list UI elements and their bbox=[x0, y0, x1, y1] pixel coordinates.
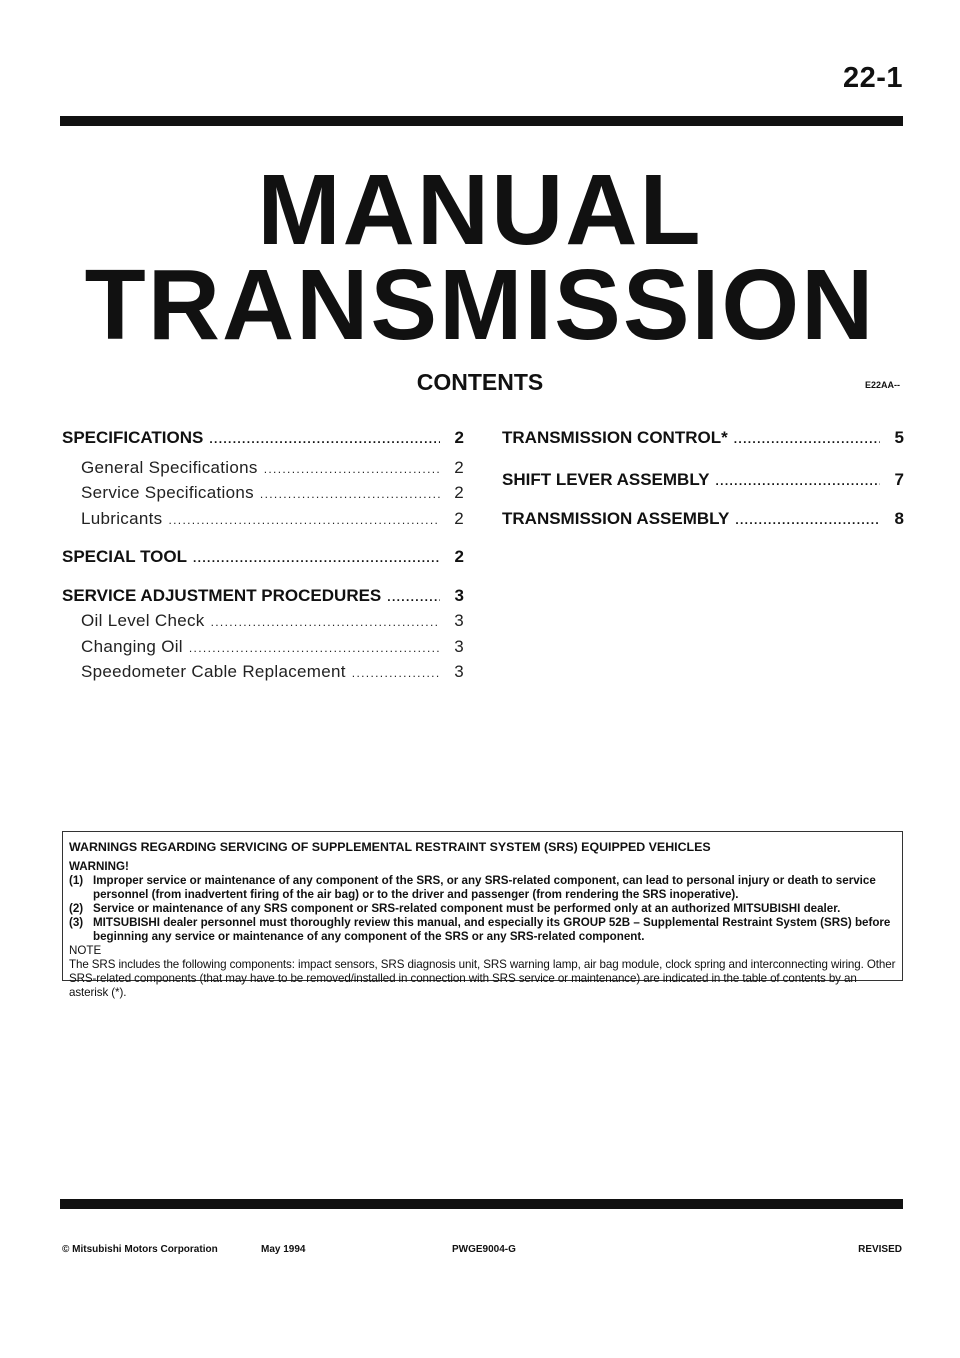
warning-item-number: (1) bbox=[69, 874, 84, 887]
toc-entry-service-adjustment[interactable] bbox=[62, 586, 464, 606]
warning-heading: WARNINGS REGARDING SERVICING OF SUPPLEMENTAL RESTRAINT SYSTEM (SRS) EQUIPPED VEHICLES bbox=[69, 840, 711, 854]
warning-item-1 bbox=[69, 874, 896, 902]
footer-doc-code: PWGE9004-G bbox=[452, 1244, 516, 1255]
footer-copyright: © Mitsubishi Motors Corporation bbox=[62, 1244, 218, 1255]
toc-page: 7 bbox=[894, 470, 904, 489]
toc-entry-changing-oil[interactable] bbox=[62, 637, 464, 657]
toc-page: 2 bbox=[454, 458, 464, 477]
title-line-1: MANUAL bbox=[257, 154, 703, 266]
toc-page: 5 bbox=[894, 428, 904, 447]
toc-page: 2 bbox=[454, 428, 464, 447]
toc-entry-oil-level-check[interactable] bbox=[62, 611, 464, 631]
warning-item-text: MITSUBISHI dealer personnel must thoroughly review this manual, and especially its GROUP 52B – Supplemental Restraint System (SRS) before beginning any service or maintenance of any component of the SRS or any SRS-related component. bbox=[93, 916, 891, 943]
toc-entry-specifications[interactable] bbox=[62, 428, 464, 448]
warning-item-3 bbox=[69, 916, 896, 944]
toc-page: 2 bbox=[454, 547, 464, 566]
toc-entry-speedometer-cable[interactable] bbox=[62, 662, 464, 682]
doc-code: E22AA-- bbox=[864, 380, 900, 390]
toc-label: TRANSMISSION ASSEMBLY bbox=[502, 509, 730, 528]
title-line-2: TRANSMISSION bbox=[84, 249, 876, 361]
top-rule bbox=[60, 116, 903, 126]
toc-label: SPECIFICATIONS bbox=[62, 428, 204, 447]
toc-page: 8 bbox=[894, 509, 904, 528]
page-number: 22-1 bbox=[842, 62, 903, 94]
toc-entry-transmission-control[interactable] bbox=[502, 428, 904, 448]
toc-entry-service-specifications[interactable] bbox=[62, 483, 464, 503]
warning-item-text: Service or maintenance of any SRS component or SRS-related component must be performed only at an authorized MITSUBISHI dealer. bbox=[93, 902, 841, 915]
toc-label: General Specifications bbox=[81, 458, 258, 477]
toc-page: 3 bbox=[454, 662, 464, 681]
toc-label: Speedometer Cable Replacement bbox=[81, 662, 346, 681]
toc-entry-special-tool[interactable] bbox=[62, 547, 464, 567]
toc-label: SERVICE ADJUSTMENT PROCEDURES bbox=[62, 586, 382, 605]
toc-entry-shift-lever-assembly[interactable] bbox=[502, 470, 904, 490]
toc-label: Oil Level Check bbox=[81, 611, 205, 630]
bottom-rule bbox=[60, 1199, 903, 1209]
toc-label: SPECIAL TOOL bbox=[62, 547, 188, 566]
toc-page: 2 bbox=[454, 483, 464, 502]
footer-status: REVISED bbox=[858, 1244, 902, 1255]
toc-entry-general-specifications[interactable] bbox=[62, 458, 464, 478]
toc-page: 2 bbox=[454, 509, 464, 528]
warning-item-2 bbox=[69, 902, 896, 916]
toc-label: Lubricants bbox=[81, 509, 163, 528]
toc-label: Changing Oil bbox=[81, 637, 183, 656]
toc-entry-lubricants[interactable] bbox=[62, 509, 464, 529]
toc-entry-transmission-assembly[interactable] bbox=[502, 509, 904, 529]
note-text: The SRS includes the following components: impact sensors, SRS diagnosis unit, SRS warning lamp, air bag module, clock spring and interconnecting wiring. Other SRS-related components (that may have to be removed/installed in connection with SRS service or maintenance) are indicated in the table of contents by an asterisk (*). bbox=[69, 958, 896, 999]
footer-date: May 1994 bbox=[261, 1244, 306, 1255]
toc-page: 3 bbox=[454, 611, 464, 630]
toc-page: 3 bbox=[454, 637, 464, 656]
contents-heading: CONTENTS bbox=[416, 369, 544, 395]
warning-item-number: (3) bbox=[69, 916, 84, 929]
srs-warning-box bbox=[62, 831, 903, 999]
toc-label: SHIFT LEVER ASSEMBLY bbox=[502, 470, 710, 489]
toc-page: 3 bbox=[454, 586, 464, 605]
warning-item-text: Improper service or maintenance of any component of the SRS, or any SRS-related component, can lead to personal injury or death to service personnel (from inadvertent firing of the air bag) or to the driver and passenger (from rendering the SRS inoperative). bbox=[93, 874, 876, 901]
warning-item-number: (2) bbox=[69, 902, 84, 915]
toc-label: TRANSMISSION CONTROL* bbox=[502, 428, 728, 447]
note-label: NOTE bbox=[69, 944, 102, 957]
toc-label: Service Specifications bbox=[81, 483, 254, 502]
warning-label: WARNING! bbox=[69, 860, 129, 873]
